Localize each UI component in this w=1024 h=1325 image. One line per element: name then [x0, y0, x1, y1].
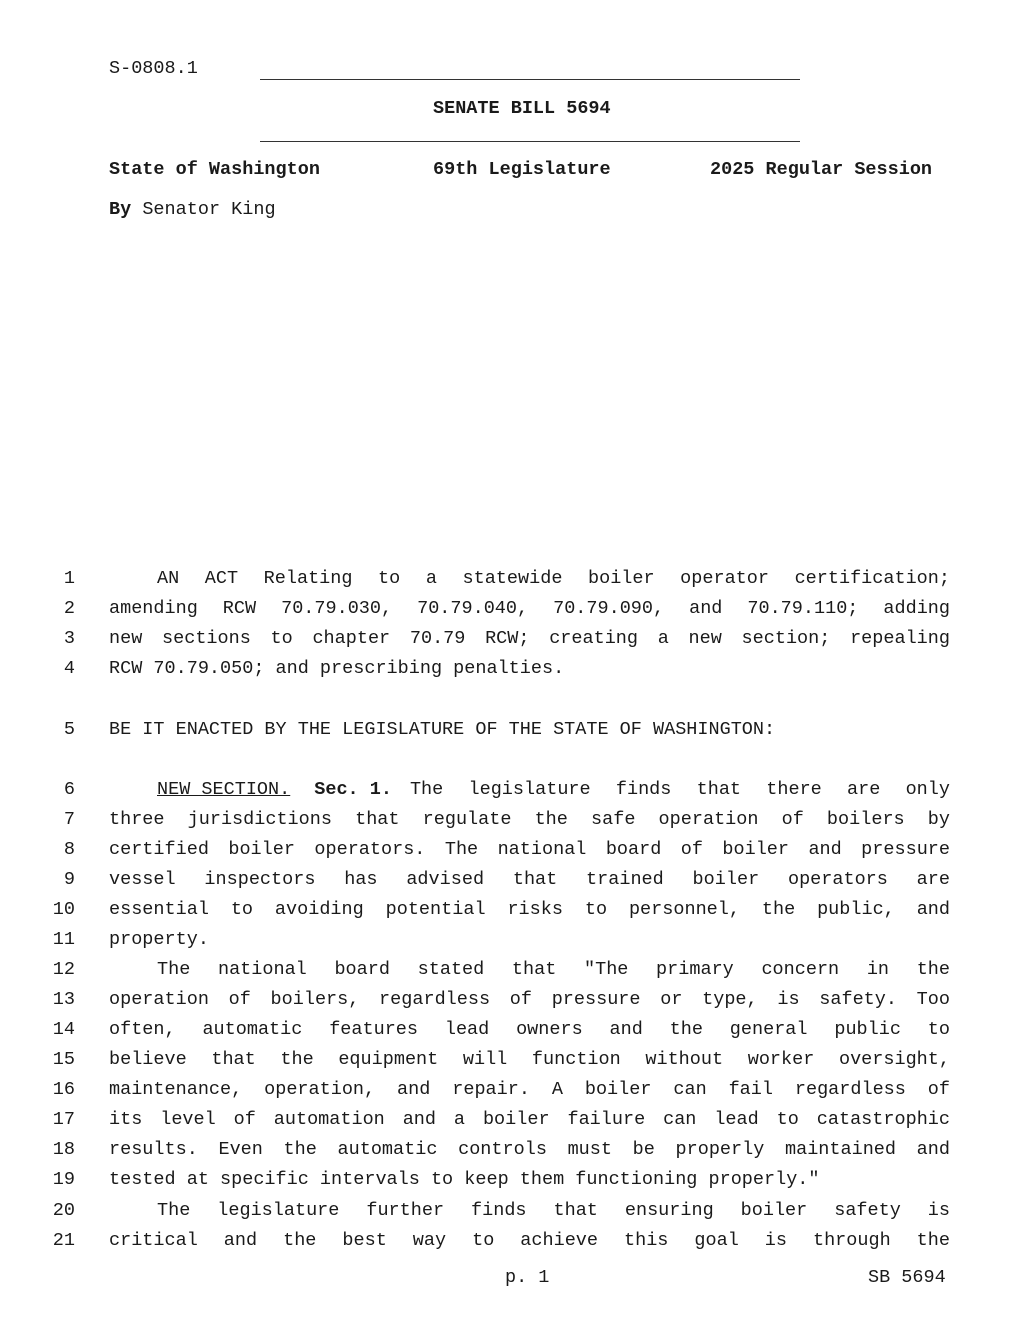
- line-number: 12: [52, 959, 75, 980]
- line-text: AN ACT Relating to a statewide boiler operator certification;: [157, 568, 950, 589]
- line-number: 16: [52, 1079, 75, 1100]
- sponsor-name: Senator King: [142, 199, 276, 220]
- line-number: 5: [63, 719, 75, 740]
- enacting-clause: BE IT ENACTED BY THE LEGISLATURE OF THE STATE OF WASHINGTON:: [109, 719, 776, 740]
- line-number: 1: [63, 568, 75, 589]
- bill-line: [0, 989, 1024, 1013]
- bill-line: [0, 1169, 1024, 1193]
- bill-line: [0, 1049, 1024, 1073]
- bill-line: [0, 719, 1024, 743]
- session-label: 2025 Regular Session: [710, 159, 933, 180]
- line-text: The legislature finds that there are only: [409, 779, 950, 800]
- bill-line: [0, 929, 1024, 953]
- line-number: 10: [52, 899, 75, 920]
- line-number: 2: [63, 598, 75, 619]
- bill-line: [0, 628, 1024, 652]
- page-number: p. 1: [505, 1267, 550, 1288]
- bill-line: [0, 598, 1024, 622]
- bottom-rule: [260, 141, 800, 142]
- bill-line: [0, 809, 1024, 833]
- line-number: 8: [63, 839, 75, 860]
- sponsor-line: [109, 199, 276, 220]
- line-text: believe that the equipment will function without worker oversight,: [109, 1049, 950, 1070]
- line-number: 13: [52, 989, 75, 1010]
- new-section-label: NEW SECTION.: [157, 779, 291, 800]
- line-number: 19: [52, 1169, 75, 1190]
- section-heading-line: [157, 779, 950, 803]
- bill-line: [0, 839, 1024, 863]
- line-text: three jurisdictions that regulate the safe operation of boilers by: [109, 809, 950, 830]
- line-text: The legislature further finds that ensuring boiler safety is: [157, 1200, 950, 1221]
- line-number: 6: [63, 779, 75, 800]
- line-number: 15: [52, 1049, 75, 1070]
- bill-line: [0, 1230, 1024, 1254]
- line-number: 11: [52, 929, 75, 950]
- top-rule: [260, 79, 800, 80]
- line-number: 7: [63, 809, 75, 830]
- by-label: By: [109, 199, 132, 220]
- bill-title: SENATE BILL 5694: [433, 98, 611, 119]
- bill-line: [0, 1019, 1024, 1043]
- bill-line: [0, 869, 1024, 893]
- line-text: essential to avoiding potential risks to personnel, the public, and: [109, 899, 950, 920]
- line-number: 4: [63, 658, 75, 679]
- bill-line: [0, 959, 1024, 983]
- line-text: property.: [109, 929, 209, 950]
- line-text: new sections to chapter 70.79 RCW; creating a new section; repealing: [109, 628, 950, 649]
- line-text: vessel inspectors has advised that trained boiler operators are: [109, 869, 950, 890]
- line-text: tested at specific intervals to keep them functioning properly.": [109, 1169, 820, 1190]
- line-text: certified boiler operators. The national board of boiler and pressure: [109, 839, 950, 860]
- line-number: 14: [52, 1019, 75, 1040]
- bill-line: [0, 779, 1024, 803]
- state-label: State of Washington: [109, 159, 320, 180]
- line-text: maintenance, operation, and repair. A boiler can fail regardless of: [109, 1079, 950, 1100]
- line-number: 21: [52, 1230, 75, 1251]
- bill-line: [0, 568, 1024, 592]
- line-number: 20: [52, 1200, 75, 1221]
- bill-line: [0, 658, 1024, 682]
- line-number: 3: [63, 628, 75, 649]
- line-text: operation of boilers, regardless of pressure or type, is safety. Too: [109, 989, 950, 1010]
- line-text: results. Even the automatic controls must be properly maintained and: [109, 1139, 950, 1160]
- bill-line: [0, 1109, 1024, 1133]
- bill-reference: SB 5694: [868, 1267, 946, 1288]
- section-number: Sec. 1.: [314, 779, 392, 800]
- line-text: The national board stated that "The primary concern in the: [157, 959, 950, 980]
- line-number: 18: [52, 1139, 75, 1160]
- legislature-label: 69th Legislature: [433, 159, 611, 180]
- line-number: 17: [52, 1109, 75, 1130]
- document-code: S-0808.1: [109, 58, 198, 79]
- bill-line: [0, 1139, 1024, 1163]
- bill-line: [0, 899, 1024, 923]
- line-text: amending RCW 70.79.030, 70.79.040, 70.79.090, and 70.79.110; adding: [109, 598, 950, 619]
- line-text: RCW 70.79.050; and prescribing penalties.: [109, 658, 565, 679]
- bill-line: [0, 1079, 1024, 1103]
- bill-line: [0, 1200, 1024, 1224]
- line-text: critical and the best way to achieve this goal is through the: [109, 1230, 950, 1251]
- line-text: often, automatic features lead owners and the general public to: [109, 1019, 950, 1040]
- line-number: 9: [63, 869, 75, 890]
- line-text: its level of automation and a boiler failure can lead to catastrophic: [109, 1109, 950, 1130]
